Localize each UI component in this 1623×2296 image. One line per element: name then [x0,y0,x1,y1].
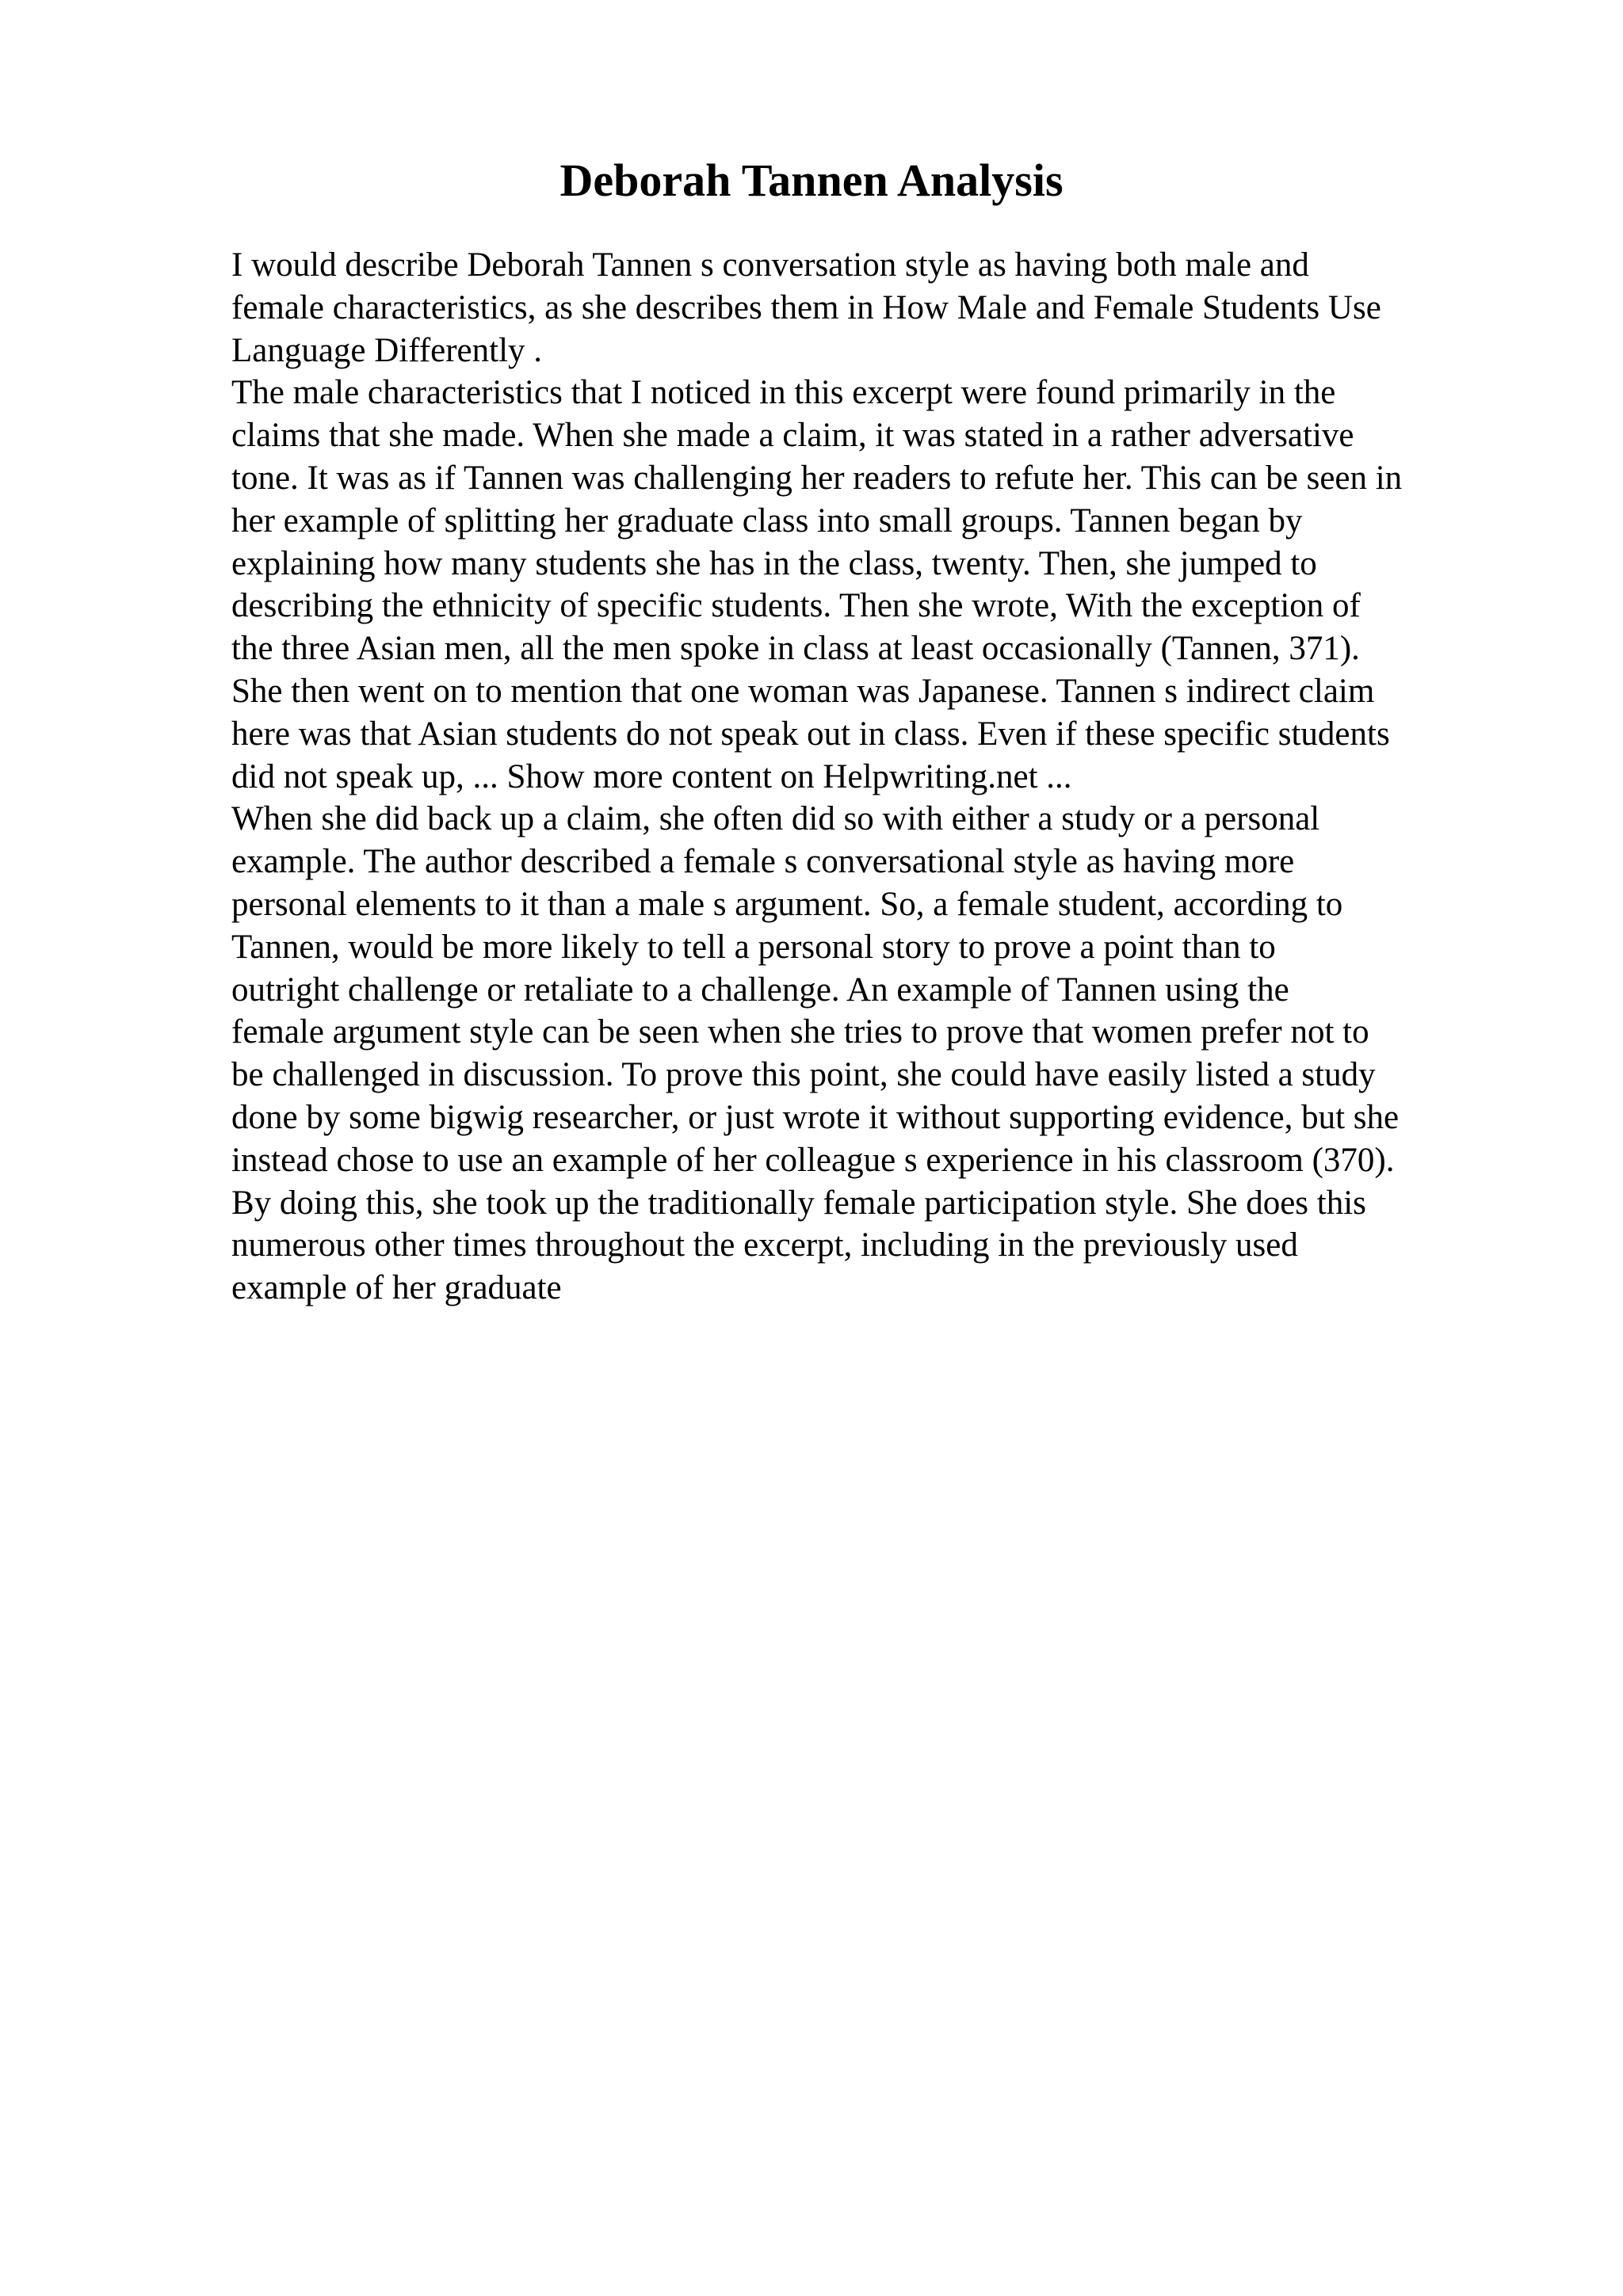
text-line: The male characteristics that I noticed in this excerpt were found primarily in the [231,374,1336,412]
text-line: Language Differently . [231,331,543,369]
text-line: Tannen, would be more likely to tell a personal story to prove a point than to [231,928,1276,966]
text-line: explaining how many students she has in the class, twenty. Then, she jumped to [231,544,1317,582]
text-line: example of her graduate [231,1269,562,1307]
text-line: numerous other times throughout the excerpt, including in the previously used [231,1226,1298,1264]
text-line: female argument style can be seen when she tries to prove that women prefer not to [231,1013,1369,1051]
text-line: By doing this, she took up the traditionally female participation style. She does this [231,1184,1366,1222]
text-line: When she did back up a claim, she often did so with either a study or a personal [231,800,1320,838]
text-line: here was that Asian students do not speak out in class. Even if these specific students [231,715,1390,753]
text-line: claims that she made. When she made a claim, it was stated in a rather adversative [231,417,1354,455]
text-line: female characteristics, as she describes them in How Male and Female Students Use [231,288,1381,326]
text-line: outright challenge or retaliate to a challenge. An example of Tannen using the [231,971,1289,1009]
text-line: her example of splitting her graduate class into small groups. Tannen began by [231,502,1303,540]
text-line: did not speak up, ... Show more content on Helpwriting.net ... [231,757,1072,795]
text-line: describing the ethnicity of specific students. Then she wrote, With the exception of [231,587,1361,625]
text-line: personal elements to it than a male s argument. So, a female student, according to [231,885,1343,923]
text-line: She then went on to mention that one woman was Japanese. Tannen s indirect claim [231,672,1375,710]
text-line: the three Asian men, all the men spoke in class at least occasionally (Tannen, 371). [231,630,1360,668]
text-line: instead chose to use an example of her colleague s experience in his classroom (370). [231,1141,1395,1179]
text-line: tone. It was as if Tannen was challenging her readers to refute her. This can be seen in [231,459,1403,497]
text-line: done by some bigwig researcher, or just wrote it without supporting evidence, but she [231,1098,1400,1136]
document-title: Deborah Tannen Analysis [559,154,1064,206]
text-line: be challenged in discussion. To prove this point, she could have easily listed a study [231,1056,1376,1094]
document-body [231,244,1547,1310]
text-line: example. The author described a female s conversational style as having more [231,843,1295,881]
text-line: I would describe Deborah Tannen s conversation style as having both male and [231,246,1309,284]
